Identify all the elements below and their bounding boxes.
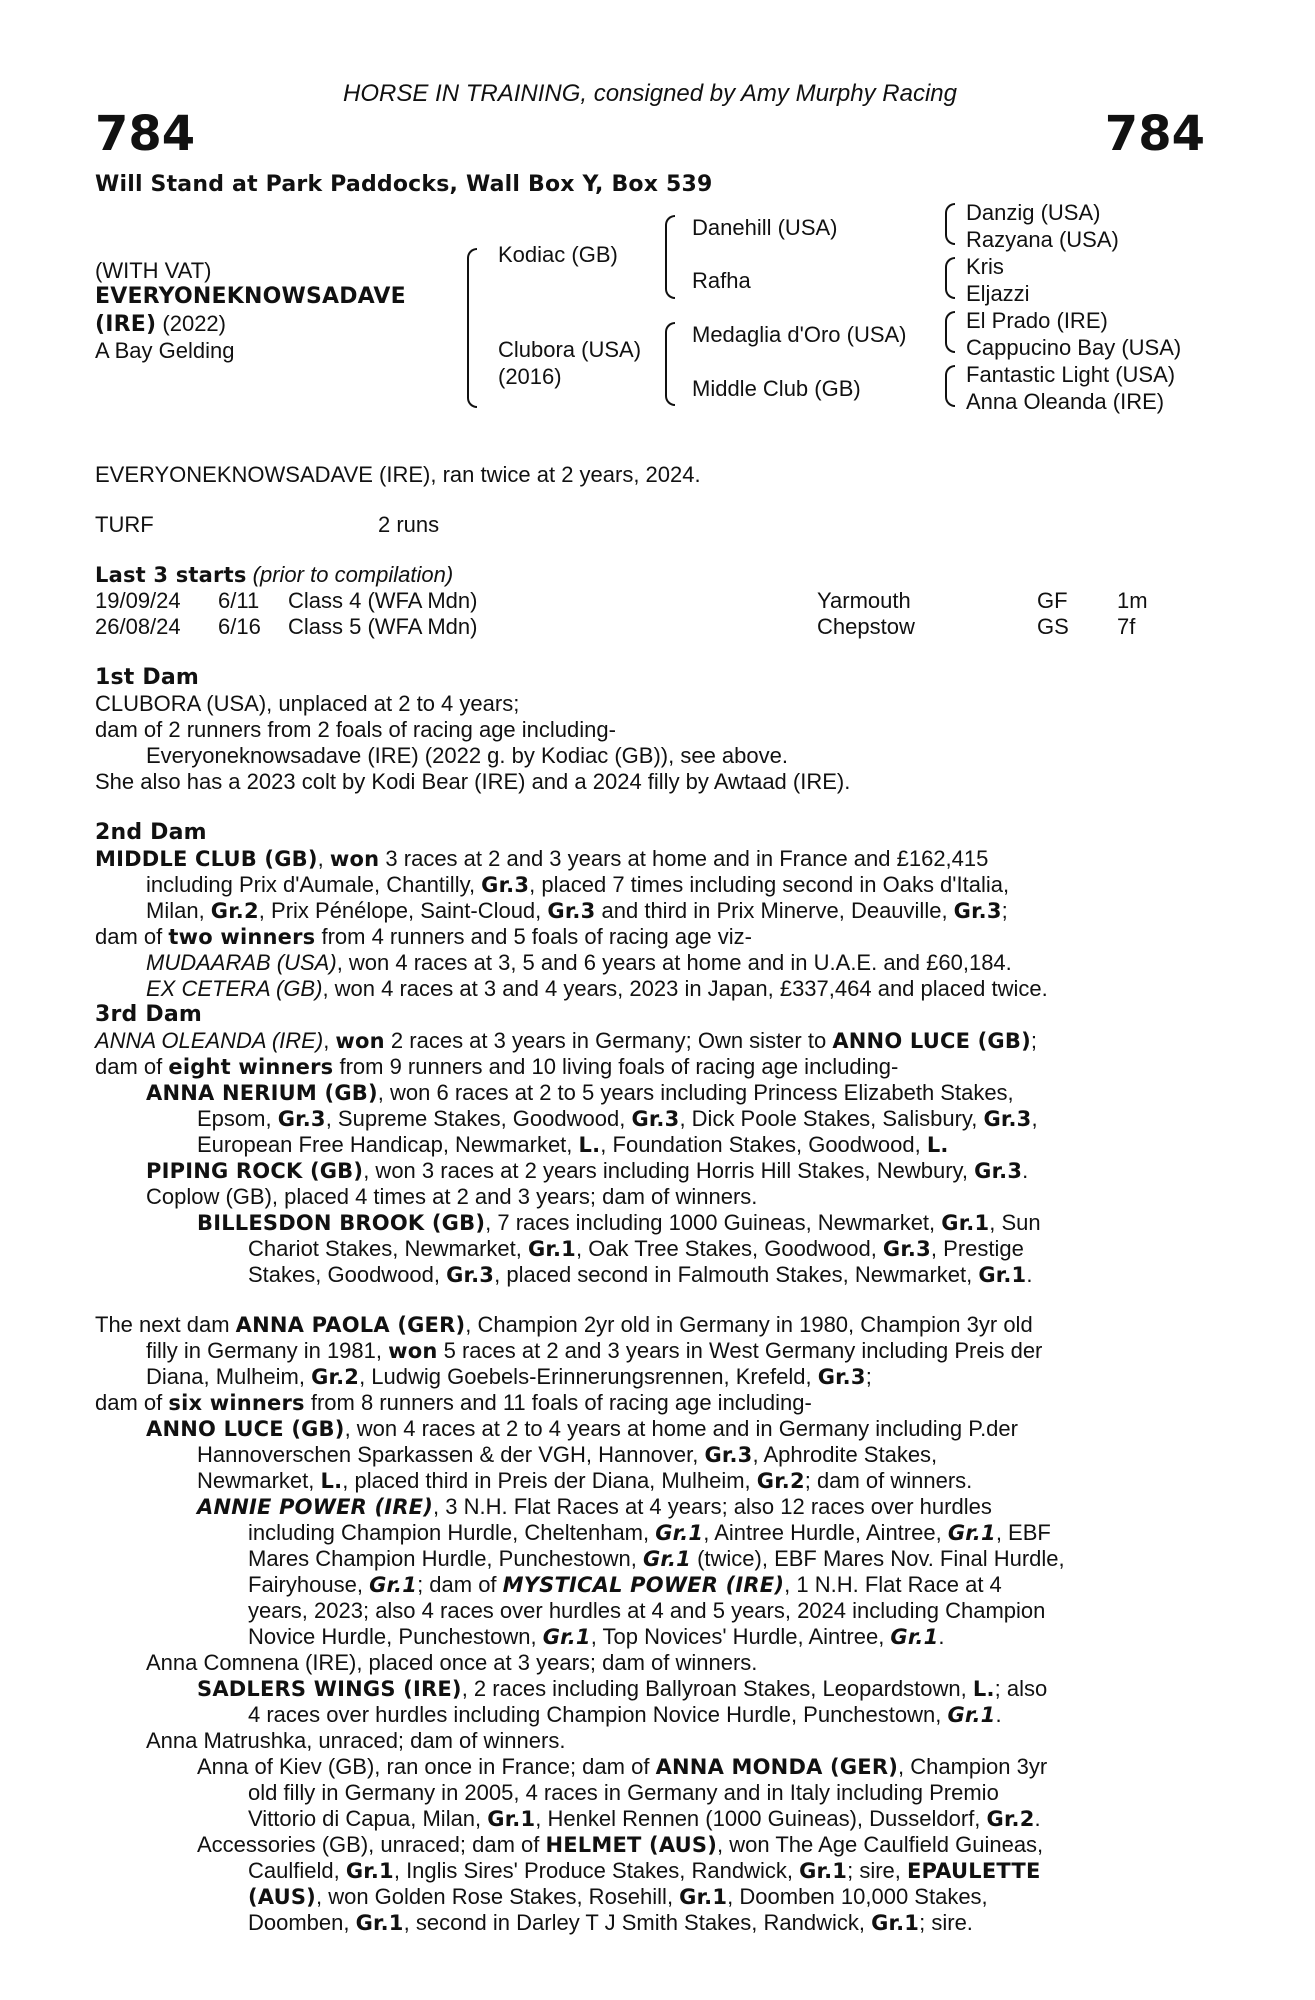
- text-segment: dam of: [95, 924, 169, 949]
- text-segment: , Sun: [989, 1210, 1041, 1235]
- text-segment: won: [329, 847, 380, 871]
- text-segment: HELMET (AUS): [545, 1833, 718, 1857]
- text-segment: , Aphrodite Stakes,: [752, 1442, 938, 1467]
- text-segment: L.: [578, 1133, 601, 1157]
- pedigree-bracket: [467, 248, 477, 408]
- lot-number-left: 784: [95, 106, 196, 162]
- pedigree-ancestor: Eljazzi: [966, 281, 1030, 306]
- first-dam-line: She also has a 2023 colt by Kodi Bear (IRE) and a 2024 filly by Awtaad (IRE).: [95, 769, 851, 794]
- start-date: 19/09/24: [95, 588, 181, 613]
- text-segment: Mares Champion Hurdle, Punchestown,: [248, 1546, 643, 1571]
- race-summary: EVERYONEKNOWSADAVE (IRE), ran twice at 2 years, 2024.: [95, 462, 701, 487]
- next-dam-line: [146, 1364, 872, 1390]
- text-segment: ANNO LUCE (GB): [832, 1029, 1031, 1053]
- text-segment: .: [1022, 1158, 1029, 1183]
- text-segment: filly in Germany in 1981,: [146, 1338, 389, 1363]
- next-dam-progeny: [248, 1858, 1202, 1884]
- next-dam-progeny: [248, 1572, 1202, 1598]
- third-dam-progeny: [248, 1236, 1202, 1262]
- text-segment: Gr.1: [369, 1573, 418, 1597]
- text-segment: , Top Novices' Hurdle, Aintree,: [590, 1624, 891, 1649]
- second-dam-line: [146, 898, 1202, 924]
- last-starts-heading: [95, 562, 453, 588]
- next-dam-progeny: [197, 1676, 1202, 1702]
- next-dam-progeny: old filly in Germany in 2005, 4 races in Germany and in Italy including Premio: [248, 1780, 999, 1805]
- text-segment: from 8 runners and 11 foals of racing age including-: [304, 1390, 812, 1415]
- text-segment: Chariot Stakes, Newmarket,: [248, 1236, 528, 1261]
- text-segment: Gr.3: [631, 1107, 680, 1131]
- text-segment: Gr.2: [311, 1365, 360, 1389]
- next-dam-progeny: [248, 1884, 1202, 1910]
- third-dam-progeny: [146, 1080, 1202, 1106]
- first-dam-heading: 1st Dam: [95, 665, 200, 690]
- text-segment: 5 races at 2 and 3 years in West Germany including Preis der: [437, 1338, 1043, 1363]
- text-segment: Novice Hurdle, Punchestown,: [248, 1624, 543, 1649]
- text-segment: , won 4 races at 3, 5 and 6 years at home and in U.A.E. and £60,184.: [336, 950, 1012, 975]
- text-segment: , 1 N.H. Flat Race at 4: [784, 1572, 1002, 1597]
- text-segment: ;: [1001, 898, 1008, 923]
- text-segment: Gr.3: [983, 1107, 1032, 1131]
- text-segment: , Prestige: [930, 1236, 1024, 1261]
- second-dam-line: [146, 872, 1202, 898]
- pedigree-bracket: [945, 203, 955, 245]
- pedigree-bracket: [945, 257, 955, 299]
- next-dam-progeny: [248, 1702, 1002, 1728]
- horse-name: EVERYONEKNOWSADAVE: [95, 284, 406, 309]
- consignor-subtitle: HORSE IN TRAINING, consigned by Amy Murphy Racing: [343, 80, 957, 107]
- text-segment: Gr.3: [277, 1107, 326, 1131]
- text-segment: ; sire.: [919, 1910, 973, 1935]
- text-segment: MYSTICAL POWER (IRE): [502, 1573, 785, 1597]
- text-segment: six winners: [168, 1391, 305, 1415]
- next-dam-progeny: [248, 1910, 973, 1936]
- start-course: Yarmouth: [817, 588, 911, 613]
- text-segment: Gr.1: [487, 1807, 536, 1831]
- text-segment: Stakes, Goodwood,: [248, 1262, 447, 1287]
- pedigree-bracket: [665, 322, 675, 406]
- third-dam-line: [95, 1054, 898, 1080]
- text-segment: , Champion 2yr old in Germany in 1980, Champion 3yr old: [465, 1312, 1033, 1337]
- last-starts-title: Last 3 starts: [95, 563, 247, 587]
- pedigree-dam: Clubora (USA): [498, 337, 642, 362]
- text-segment: Hannoverschen Sparkassen & der VGH, Hannover,: [197, 1442, 705, 1467]
- text-segment: , Henkel Rennen (1000 Guineas), Dusseldorf,: [535, 1806, 987, 1831]
- next-dam-progeny: [197, 1754, 1202, 1780]
- pedigree-ancestor: Razyana (USA): [966, 227, 1119, 252]
- pedigree-ancestor: El Prado (IRE): [966, 308, 1108, 333]
- third-dam-heading: 3rd Dam: [95, 1002, 202, 1027]
- second-dam-progeny: [146, 976, 1048, 1001]
- text-segment: Gr.1: [527, 1237, 576, 1261]
- text-segment: , Ludwig Goebels-Erinnerungsrennen, Krefeld,: [359, 1364, 818, 1389]
- text-segment: ANNO LUCE (GB): [146, 1417, 345, 1441]
- next-dam-progeny: Anna Matrushka, unraced; dam of winners.: [146, 1728, 566, 1753]
- text-segment: Vittorio di Capua, Milan,: [248, 1806, 488, 1831]
- pedigree-bracket: [945, 311, 955, 353]
- text-segment: L.: [972, 1677, 995, 1701]
- text-segment: , won 6 races at 2 to 5 years including Princess Elizabeth Stakes,: [377, 1080, 1014, 1105]
- text-segment: ANNA OLEANDA (IRE): [95, 1028, 324, 1053]
- text-segment: , second in Darley T J Smith Stakes, Randwick,: [403, 1910, 872, 1935]
- text-segment: (AUS): [248, 1885, 316, 1909]
- text-segment: ; dam of: [417, 1572, 503, 1597]
- text-segment: Diana, Mulheim,: [146, 1364, 312, 1389]
- text-segment: ,: [323, 1028, 336, 1053]
- text-segment: , Doomben 10,000 Stakes,: [727, 1884, 988, 1909]
- text-segment: , won 4 races at 3 and 4 years, 2023 in Japan, £337,464 and placed twice.: [322, 976, 1048, 1001]
- third-dam-progeny: [146, 1158, 1028, 1184]
- start-distance: 1m: [1117, 588, 1148, 613]
- text-segment: ;: [1030, 1028, 1037, 1053]
- last-starts-note: (prior to compilation): [252, 562, 454, 587]
- text-segment: Gr.1: [978, 1263, 1027, 1287]
- text-segment: , Champion 3yr: [898, 1754, 1048, 1779]
- first-dam-line: CLUBORA (USA), unplaced at 2 to 4 years;: [95, 691, 520, 716]
- text-segment: EX CETERA (GB): [146, 976, 323, 1001]
- text-segment: , won The Age Caulfield Guineas,: [717, 1832, 1044, 1857]
- start-going: GF: [1037, 588, 1068, 613]
- second-dam-heading: 2nd Dam: [95, 820, 207, 845]
- text-segment: Caulfield,: [248, 1858, 346, 1883]
- text-segment: Gr.1: [947, 1703, 996, 1727]
- second-dam-line: [95, 924, 752, 950]
- text-segment: Gr.3: [817, 1365, 866, 1389]
- text-segment: two winners: [168, 925, 316, 949]
- start-course: Chepstow: [817, 614, 915, 639]
- pedigree-sire: Kodiac (GB): [498, 242, 618, 267]
- text-segment: dam of: [95, 1054, 169, 1079]
- text-segment: Gr.3: [704, 1443, 753, 1467]
- text-segment: Accessories (GB), unraced; dam of: [197, 1832, 546, 1857]
- next-dam-line: [146, 1338, 1202, 1364]
- text-segment: Gr.1: [679, 1885, 728, 1909]
- surface-runs: 2 runs: [378, 512, 440, 537]
- horse-description: A Bay Gelding: [95, 338, 235, 363]
- text-segment: Gr.1: [890, 1625, 939, 1649]
- text-segment: , 7 races including 1000 Guineas, Newmarket,: [485, 1210, 942, 1235]
- pedigree-bracket: [665, 215, 675, 299]
- start-race: Class 4 (WFA Mdn): [288, 588, 478, 613]
- third-dam-progeny: [197, 1106, 1202, 1132]
- text-segment: , 2 races including Ballyroan Stakes, Leopardstown,: [461, 1676, 973, 1701]
- text-segment: , placed third in Preis der Diana, Mulheim,: [342, 1468, 757, 1493]
- pedigree-dam-sire: Medaglia d'Oro (USA): [692, 322, 907, 347]
- start-going: GS: [1037, 614, 1069, 639]
- text-segment: ANNA MONDA (GER): [655, 1755, 898, 1779]
- text-segment: Gr.1: [355, 1911, 404, 1935]
- text-segment: Anna of Kiev (GB), ran once in France; dam of: [197, 1754, 656, 1779]
- pedigree-dam-dam: Middle Club (GB): [692, 376, 861, 401]
- third-dam-progeny: [197, 1210, 1202, 1236]
- text-segment: from 9 runners and 10 living foals of racing age including-: [333, 1054, 899, 1079]
- text-segment: Fairyhouse,: [248, 1572, 370, 1597]
- text-segment: , Inglis Sires' Produce Stakes, Randwick,: [393, 1858, 800, 1883]
- next-dam-progeny: [197, 1468, 972, 1494]
- text-segment: Gr.3: [547, 899, 596, 923]
- text-segment: , won Golden Rose Stakes, Rosehill,: [315, 1884, 680, 1909]
- second-dam-progeny: [146, 950, 1012, 975]
- next-dam-progeny: [248, 1520, 1202, 1546]
- text-segment: , Prix Pénélope, Saint-Cloud,: [258, 898, 548, 923]
- text-segment: Milan,: [146, 898, 211, 923]
- stand-location: Will Stand at Park Paddocks, Wall Box Y, Box 539: [95, 172, 713, 197]
- text-segment: ;: [865, 1364, 872, 1389]
- text-segment: PIPING ROCK (GB): [146, 1159, 364, 1183]
- text-segment: Gr.1: [799, 1859, 848, 1883]
- text-segment: ANNA PAOLA (GER): [235, 1313, 466, 1337]
- horse-country-year: [95, 311, 226, 337]
- next-dam-progeny: [197, 1494, 1202, 1520]
- text-segment: L.: [926, 1133, 949, 1157]
- text-segment: Gr.1: [941, 1211, 990, 1235]
- pedigree-ancestor: Kris: [966, 254, 1004, 279]
- text-segment: Gr.2: [756, 1469, 805, 1493]
- text-segment: , won 3 races at 2 years including Horris Hill Stakes, Newbury,: [363, 1158, 975, 1183]
- start-date: 26/08/24: [95, 614, 181, 639]
- first-dam-line: dam of 2 runners from 2 foals of racing age including-: [95, 717, 616, 742]
- next-dam-progeny: [197, 1442, 1202, 1468]
- text-segment: including Prix d'Aumale, Chantilly,: [146, 872, 482, 897]
- text-segment: , Dick Poole Stakes, Salisbury,: [679, 1106, 984, 1131]
- text-segment: MIDDLE CLUB (GB): [95, 847, 318, 871]
- text-segment: Newmarket,: [197, 1468, 321, 1493]
- pedigree-ancestor: Cappucino Bay (USA): [966, 335, 1182, 360]
- third-dam-line: [95, 1028, 1037, 1054]
- third-dam-progeny: [197, 1132, 949, 1158]
- lot-number-right: 784: [1104, 106, 1205, 162]
- text-segment: , won 4 races at 2 to 4 years at home and in Germany including P.der: [344, 1416, 1018, 1441]
- next-dam-line: [95, 1390, 812, 1416]
- pedigree-dam-year: (2016): [498, 364, 562, 389]
- text-segment: ANNIE POWER (IRE): [197, 1495, 434, 1519]
- text-segment: , Aintree Hurdle, Aintree,: [703, 1520, 948, 1545]
- text-segment: Gr.1: [655, 1521, 704, 1545]
- text-segment: .: [1034, 1806, 1041, 1831]
- next-dam-progeny: years, 2023; also 4 races over hurdles at 4 and 5 years, 2024 including Champion: [248, 1598, 1046, 1623]
- text-segment: .: [995, 1702, 1002, 1727]
- text-segment: ANNA NERIUM (GB): [146, 1081, 378, 1105]
- next-dam-progeny: [248, 1546, 1202, 1572]
- text-segment: Gr.3: [446, 1263, 495, 1287]
- surface-label: TURF: [95, 512, 154, 537]
- text-segment: Gr.1: [947, 1521, 996, 1545]
- text-segment: SADLERS WINGS (IRE): [197, 1677, 462, 1701]
- text-segment: 4 races over hurdles including Champion Novice Hurdle, Punchestown,: [248, 1702, 948, 1727]
- text-segment: 3 races at 2 and 3 years at home and in France and £162,415: [379, 846, 989, 871]
- text-segment: European Free Handicap, Newmarket,: [197, 1132, 579, 1157]
- text-segment: Gr.1: [542, 1625, 591, 1649]
- third-dam-progeny: Coplow (GB), placed 4 times at 2 and 3 years; dam of winners.: [146, 1184, 758, 1209]
- text-segment: , placed 7 times including second in Oaks d'Italia,: [529, 872, 1010, 897]
- next-dam-progeny: [146, 1416, 1202, 1442]
- pedigree-ancestor: Fantastic Light (USA): [966, 362, 1176, 387]
- text-segment: , placed second in Falmouth Stakes, Newmarket,: [494, 1262, 979, 1287]
- text-segment: ; also: [994, 1676, 1048, 1701]
- text-segment: won: [388, 1339, 438, 1363]
- next-dam-progeny: [197, 1832, 1202, 1858]
- second-dam-line: MIDDLE CLUB (GB), won 3 races at 2 and 3 years at home and in France and £162,415: [95, 846, 989, 871]
- text-segment: Gr.3: [953, 899, 1002, 923]
- text-segment: Gr.1: [345, 1859, 394, 1883]
- text-segment: Gr.3: [974, 1159, 1023, 1183]
- start-distance: 7f: [1117, 614, 1136, 639]
- next-dam-progeny: Anna Comnena (IRE), placed once at 3 years; dam of winners.: [146, 1650, 758, 1675]
- pedigree-sire-dam: Rafha: [692, 268, 751, 293]
- first-dam-line: Everyoneknowsadave (IRE) (2022 g. by Kodiac (GB)), see above.: [146, 743, 788, 768]
- text-segment: L.: [320, 1469, 343, 1493]
- text-segment: won: [335, 1029, 385, 1053]
- text-segment: Gr.1: [871, 1911, 920, 1935]
- text-segment: , Foundation Stakes, Goodwood,: [600, 1132, 927, 1157]
- next-dam-progeny: [248, 1624, 945, 1650]
- text-segment: , Oak Tree Stakes, Goodwood,: [575, 1236, 883, 1261]
- text-segment: Gr.3: [481, 873, 530, 897]
- pedigree-bracket: [945, 365, 955, 407]
- vat-note: (WITH VAT): [95, 258, 212, 283]
- text-segment: .: [938, 1624, 945, 1649]
- text-segment: Gr.2: [210, 899, 259, 923]
- text-segment: BILLESDON BROOK (GB): [197, 1211, 486, 1235]
- next-dam-line: [95, 1312, 1202, 1338]
- text-segment: ; sire,: [847, 1858, 908, 1883]
- text-segment: 2 races at 3 years in Germany; Own sister to: [384, 1028, 833, 1053]
- text-segment: eight winners: [168, 1055, 334, 1079]
- pedigree-ancestor: Danzig (USA): [966, 200, 1101, 225]
- text-segment: , Supreme Stakes, Goodwood,: [325, 1106, 632, 1131]
- start-position: 6/16: [218, 614, 261, 639]
- text-segment: (twice), EBF Mares Nov. Final Hurdle,: [690, 1546, 1065, 1571]
- text-segment: Epsom,: [197, 1106, 278, 1131]
- start-position: 6/11: [218, 588, 260, 613]
- text-segment: , 3 N.H. Flat Races at 4 years; also 12 races over hurdles: [433, 1494, 992, 1519]
- text-segment: , EBF: [995, 1520, 1051, 1545]
- text-segment: .: [1026, 1262, 1033, 1287]
- text-segment: EPAULETTE: [907, 1859, 1041, 1883]
- third-dam-progeny: [248, 1262, 1032, 1288]
- text-segment: Gr.3: [882, 1237, 931, 1261]
- text-segment: The next dam: [95, 1312, 236, 1337]
- text-segment: ,: [1031, 1106, 1038, 1131]
- pedigree-ancestor: Anna Oleanda (IRE): [966, 389, 1165, 414]
- text-segment: from 4 runners and 5 foals of racing age viz-: [315, 924, 752, 949]
- text-segment: Gr.2: [986, 1807, 1035, 1831]
- horse-year: (2022): [162, 311, 226, 336]
- horse-country: (IRE): [95, 312, 157, 337]
- start-race: Class 5 (WFA Mdn): [288, 614, 478, 639]
- text-segment: including Champion Hurdle, Cheltenham,: [248, 1520, 656, 1545]
- text-segment: ; dam of winners.: [804, 1468, 973, 1493]
- text-segment: MUDAARAB (USA): [146, 950, 337, 975]
- next-dam-progeny: [248, 1806, 1202, 1832]
- text-segment: Doomben,: [248, 1910, 356, 1935]
- pedigree-sire-sire: Danehill (USA): [692, 215, 838, 240]
- text-segment: Gr.1: [642, 1547, 691, 1571]
- text-segment: dam of: [95, 1390, 169, 1415]
- text-segment: and third in Prix Minerve, Deauville,: [595, 898, 954, 923]
